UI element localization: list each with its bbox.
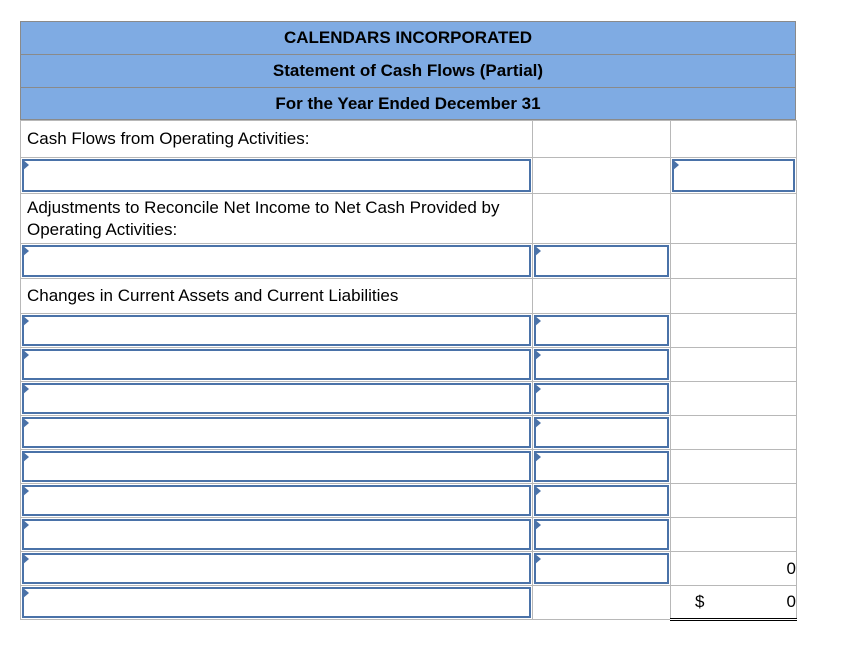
operating-activities-label: Cash Flows from Operating Activities: — [27, 129, 310, 148]
statement-title: Statement of Cash Flows (Partial) — [20, 54, 796, 87]
change-label-input-5[interactable] — [22, 451, 531, 482]
change-label-input-4[interactable] — [22, 417, 531, 448]
adjustments-label: Adjustments to Reconcile Net Income to Net Cash Provided by Operating Activities: — [27, 197, 500, 239]
change-amount-input-1[interactable] — [534, 315, 669, 346]
table-row — [21, 158, 797, 194]
table-row — [21, 348, 797, 382]
adjustment-amount-input[interactable] — [534, 245, 669, 277]
total-value: 0 — [786, 592, 796, 611]
change-label-input-6[interactable] — [22, 485, 531, 516]
table-row — [21, 416, 797, 450]
table-row — [21, 382, 797, 416]
change-amount-input-4[interactable] — [534, 417, 669, 448]
net-income-amount-input[interactable] — [672, 159, 795, 192]
change-amount-input-3[interactable] — [534, 383, 669, 414]
change-amount-input-7[interactable] — [534, 519, 669, 550]
table-row — [21, 518, 797, 552]
subtotal-value: 0 — [671, 552, 797, 586]
period-title: For the Year Ended December 31 — [20, 87, 796, 120]
cash-flow-statement — [20, 21, 796, 621]
table-row — [21, 244, 797, 279]
net-income-label-input[interactable] — [22, 159, 531, 192]
change-amount-input-5[interactable] — [534, 451, 669, 482]
company-title: CALENDARS INCORPORATED — [20, 21, 796, 54]
table-row — [21, 194, 797, 244]
change-label-input-3[interactable] — [22, 383, 531, 414]
change-amount-input-6[interactable] — [534, 485, 669, 516]
total-label-input[interactable] — [22, 587, 531, 618]
changes-label: Changes in Current Assets and Current Liabilities — [27, 286, 399, 305]
table-row — [21, 314, 797, 348]
statement-grid — [20, 120, 797, 621]
table-row — [21, 450, 797, 484]
change-amount-input-2[interactable] — [534, 349, 669, 380]
total-cell — [671, 586, 797, 620]
table-row — [21, 121, 797, 158]
table-row — [21, 484, 797, 518]
change-label-input-1[interactable] — [22, 315, 531, 346]
change-label-input-7[interactable] — [22, 519, 531, 550]
total-currency-symbol: $ — [695, 592, 705, 611]
change-label-input-2[interactable] — [22, 349, 531, 380]
change-label-input-8[interactable] — [22, 553, 531, 584]
table-row — [21, 279, 797, 314]
table-row — [21, 552, 797, 586]
table-row — [21, 586, 797, 620]
change-amount-input-8[interactable] — [534, 553, 669, 584]
adjustment-label-input[interactable] — [22, 245, 531, 277]
